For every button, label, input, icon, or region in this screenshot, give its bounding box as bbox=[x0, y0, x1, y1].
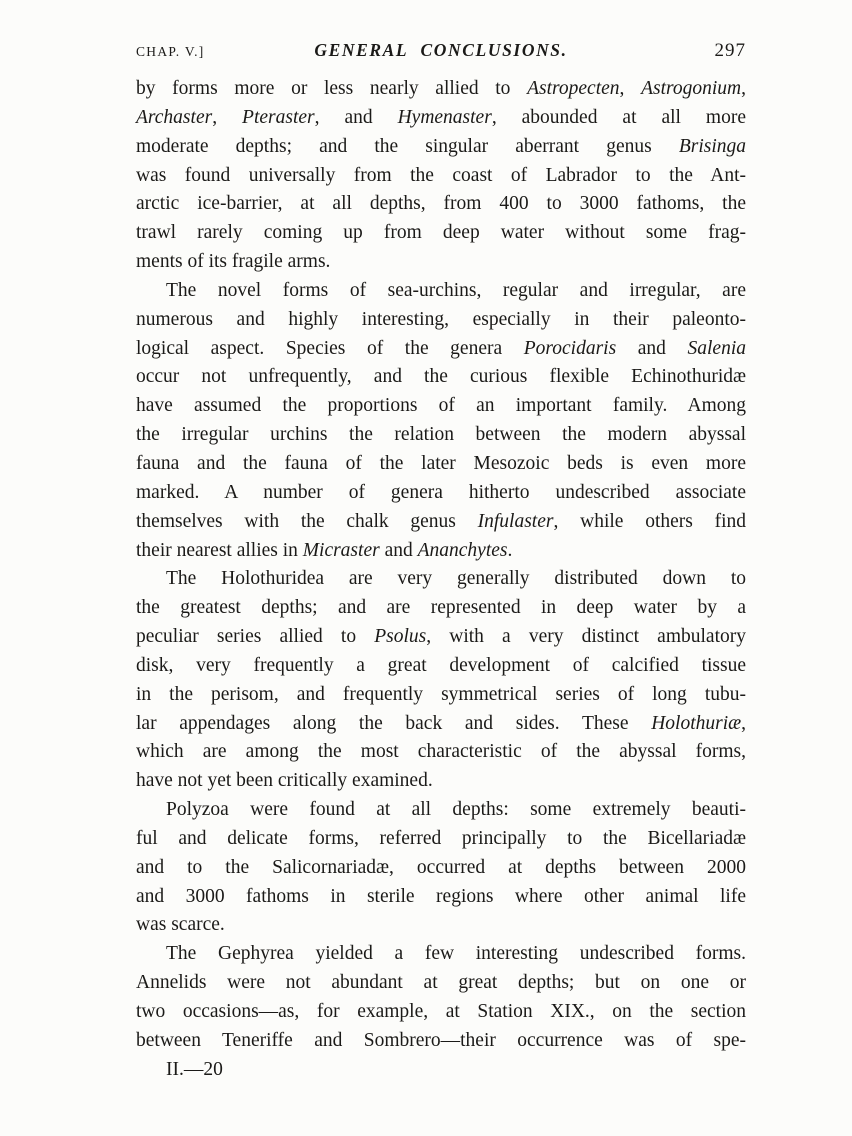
body-run: , while others find bbox=[553, 510, 747, 532]
body-run: , bbox=[619, 78, 642, 99]
body-run: logical aspect. Species of the genera bbox=[136, 337, 524, 359]
text-line bbox=[136, 911, 746, 940]
body-run: and bbox=[616, 337, 688, 359]
text-line bbox=[136, 998, 746, 1027]
italic-genus-text: Archaster bbox=[136, 106, 213, 128]
body-run: have assumed the proportions of an important family. Among bbox=[136, 395, 746, 417]
body-run: fauna and the fauna of the later Mesozoic beds is even more bbox=[136, 452, 746, 474]
text-line bbox=[136, 75, 746, 104]
body-run: was found universally from the coast of Labrador to the Ant- bbox=[136, 164, 746, 186]
body-run: occur not unfrequently, and the curious flexible Echinothuridæ bbox=[136, 366, 746, 388]
italic-genus-text: Psolus bbox=[374, 626, 427, 648]
body-run: the irregular urchins the relation between the modern abyssal bbox=[136, 424, 746, 446]
body-run: disk, very frequently a great development of calcified tissue bbox=[136, 654, 746, 676]
body-run: Polyzoa were found at all depths: some extremely beauti- bbox=[166, 799, 746, 821]
text-line bbox=[136, 162, 746, 191]
text-line bbox=[136, 940, 746, 969]
text-line bbox=[136, 277, 746, 306]
italic-genus-text: Holothuriæ bbox=[651, 712, 742, 734]
body-run: The Gephyrea yielded a few interesting undescribed forms. bbox=[166, 943, 746, 965]
body-run: numerous and highly interesting, especially in their paleonto- bbox=[136, 308, 746, 330]
body-run: themselves with the chalk genus bbox=[136, 510, 478, 532]
text-line bbox=[136, 190, 746, 219]
page-header bbox=[136, 40, 746, 62]
body-run: by forms more or less nearly allied to bbox=[136, 78, 528, 99]
italic-genus-text: Hymenaster bbox=[397, 106, 492, 128]
text-line bbox=[136, 508, 746, 537]
body-run: The novel forms of sea-urchins, regular and irregular, are bbox=[166, 279, 746, 301]
body-run: , bbox=[741, 712, 746, 734]
body-run: , abounded at all more bbox=[491, 106, 746, 128]
body-run: the greatest depths; and are represented in deep water by a bbox=[136, 597, 746, 619]
body-run: , with a very distinct ambulatory bbox=[426, 626, 746, 648]
body-run: , bbox=[741, 78, 746, 99]
italic-genus-text: Infulaster bbox=[477, 510, 554, 532]
text-line bbox=[136, 883, 746, 912]
text-line bbox=[136, 796, 746, 825]
text-line bbox=[136, 594, 746, 623]
text-line bbox=[136, 710, 746, 739]
body-run: and 3000 fathoms in sterile regions where other animal life bbox=[136, 885, 746, 907]
body-run: , and bbox=[314, 106, 398, 128]
body-run: marked. A number of genera hitherto undescribed associate bbox=[136, 481, 746, 503]
text-line bbox=[136, 854, 746, 883]
body-run: The Holothuridea are very generally distributed down to bbox=[166, 568, 746, 590]
running-title: GENERAL CONCLUSIONS. bbox=[314, 40, 568, 60]
italic-genus-text: Salenia bbox=[687, 337, 746, 359]
text-line bbox=[136, 421, 746, 450]
text-line bbox=[136, 623, 746, 652]
italic-genus-text: Astropecten bbox=[527, 78, 620, 99]
italic-genus-text: Brisinga bbox=[678, 135, 746, 157]
body-run: was scarce. bbox=[136, 914, 225, 936]
text-line bbox=[136, 652, 746, 681]
body-run: ments of its fragile arms. bbox=[136, 251, 331, 273]
text-line bbox=[136, 767, 746, 796]
body-run: and to the Salicornariadæ, occurred at depths between 2000 bbox=[136, 856, 746, 878]
text-line bbox=[136, 104, 746, 133]
text-line bbox=[136, 248, 746, 277]
text-line bbox=[136, 565, 746, 594]
text-line bbox=[136, 219, 746, 248]
body-run: and bbox=[379, 539, 418, 561]
text-line bbox=[136, 479, 746, 508]
italic-genus-text: Micraster bbox=[302, 539, 380, 561]
text-line bbox=[136, 306, 746, 335]
text-line bbox=[136, 738, 746, 767]
body-run: moderate depths; and the singular aberrant genus bbox=[136, 135, 679, 157]
text-line bbox=[136, 335, 746, 364]
text-line bbox=[136, 363, 746, 392]
body-run: trawl rarely coming up from deep water without some frag- bbox=[136, 222, 746, 244]
text-line bbox=[136, 1027, 746, 1056]
text-line bbox=[136, 133, 746, 162]
italic-genus-text: Porocidaris bbox=[523, 337, 617, 359]
body-run: peculiar series allied to bbox=[136, 626, 375, 648]
signature-mark: II.—20 bbox=[166, 1058, 223, 1080]
body-run: have not yet been critically examined. bbox=[136, 770, 433, 792]
text-line bbox=[136, 681, 746, 710]
chapter-label: CHAP. V.] bbox=[136, 44, 205, 59]
body-run: . bbox=[507, 539, 513, 561]
text-line bbox=[136, 825, 746, 854]
body-run: which are among the most characteristic of the abyssal forms, bbox=[136, 741, 746, 763]
italic-genus-text: Astrogonium bbox=[641, 78, 742, 99]
page-number: 297 bbox=[714, 40, 746, 61]
body-run: in the perisom, and frequently symmetrical series of long tubu- bbox=[136, 683, 746, 705]
body-run: Annelids were not abundant at great depths; but on one or bbox=[136, 972, 746, 994]
body-run: ful and delicate forms, referred principally to the Bicellariadæ bbox=[136, 827, 746, 849]
italic-genus-text: Pteraster bbox=[242, 106, 315, 128]
body-run: lar appendages along the back and sides. These bbox=[136, 712, 652, 734]
italic-genus-text: Ananchytes bbox=[417, 539, 508, 561]
body-text bbox=[136, 75, 746, 1085]
body-run: arctic ice-barrier, at all depths, from 400 to 3000 fathoms, the bbox=[136, 193, 746, 215]
text-line bbox=[136, 537, 746, 566]
text-line bbox=[136, 969, 746, 998]
body-run: their nearest allies in bbox=[136, 539, 303, 561]
text-line bbox=[136, 392, 746, 421]
text-line bbox=[136, 450, 746, 479]
body-run: , bbox=[212, 106, 243, 128]
body-run: two occasions—as, for example, at Station XIX., on the section bbox=[136, 1001, 746, 1022]
body-run: between Teneriffe and Sombrero—their occurrence was of spe- bbox=[136, 1029, 746, 1051]
